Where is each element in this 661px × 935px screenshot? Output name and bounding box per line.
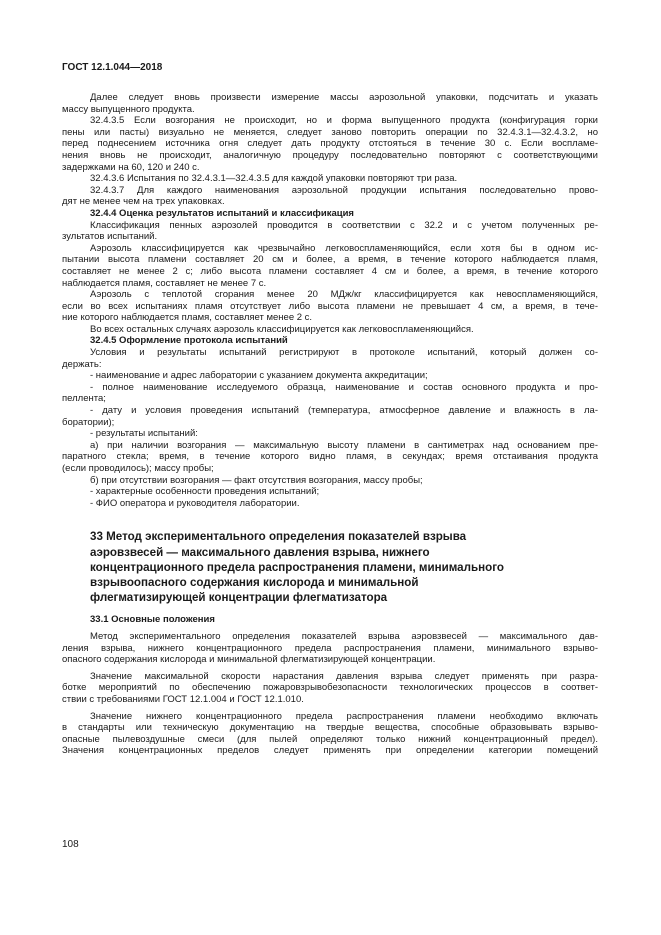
text-line: - наименование и адрес лаборатории с указанием документа аккредитации; bbox=[90, 370, 428, 382]
text-line: перед поднесением источника огня следует дать продукту отстояться в течение 30 с. Если воспламе- bbox=[62, 138, 598, 150]
list-item bbox=[62, 370, 598, 382]
text-line: Значения концентрационных пределов следует применять при определении категории помещений bbox=[62, 745, 598, 757]
text-line: опасного содержания кислорода и минимальной флегматизирующей концентрации. bbox=[62, 654, 436, 666]
text-line: Классификация пенных аэрозолей проводится в соответствии с 32.2 и с учетом полученных ре- bbox=[90, 219, 598, 231]
text-line: Условия и результаты испытаний регистрируют в протоколе испытаний, который должен со- bbox=[90, 347, 598, 359]
text-line: наблюдается пламя, составляет не менее 7 с. bbox=[62, 277, 267, 289]
text-line: ления взрыва, нижнего концентрационного предела распространения пламени, минимального взрыво- bbox=[62, 642, 598, 654]
paragraph-32-4-3-7 bbox=[62, 185, 598, 208]
text-line: пеллента; bbox=[62, 393, 106, 405]
page-body bbox=[62, 92, 598, 757]
text-line: опасные пылевоздушные смеси (для пылей определяют только нижний концентрационный предел). bbox=[62, 733, 598, 745]
paragraph-extremely-flammable bbox=[62, 243, 598, 289]
text-line: 32.4.3.7 Для каждого наименования аэрозольной продукции испытания последовательно прово- bbox=[90, 184, 598, 196]
text-line: ние которого наблюдается пламя, составляет менее 2 с. bbox=[62, 312, 313, 324]
text-line: ботке мероприятий по обеспечению пожаровзрывобезопасности технологических процессов в соответ- bbox=[62, 682, 598, 694]
list-item bbox=[62, 382, 598, 405]
paragraph-protocol bbox=[62, 347, 598, 370]
paragraph-flammable bbox=[62, 324, 598, 336]
text-line: 32.4.3.5 Если возгорания не происходит, но и форма выпущенного продукта (конфигурация горки bbox=[90, 115, 598, 127]
text-line: - характерные особенности проведения испытаний; bbox=[90, 486, 320, 498]
heading-line: концентрационного предела распространения пламени, минимального bbox=[90, 560, 504, 574]
paragraph-non-flammable bbox=[62, 289, 598, 324]
list-item bbox=[62, 440, 598, 475]
text-line: пытании высота пламени составляет 20 см и более, а время, в течение которого наблюдается пламя, bbox=[62, 254, 598, 266]
paragraph-33-method bbox=[62, 631, 598, 666]
standard-header: ГОСТ 12.1.044—2018 bbox=[62, 62, 163, 73]
list-item bbox=[62, 475, 598, 487]
text-line: - ФИО оператора и руководителя лаборатории. bbox=[90, 497, 300, 509]
page-number: 108 bbox=[62, 839, 79, 850]
heading-line: аэровзвесей — максимального давления взрыва, нижнего bbox=[90, 545, 430, 559]
text-line: дят не менее чем на трех упаковках. bbox=[62, 196, 225, 208]
paragraph-32-4-3-6 bbox=[62, 173, 598, 185]
text-line: б) при отсутствии возгорания — факт отсутствия возгорания, массу пробы; bbox=[90, 474, 423, 486]
text-line: составляет не менее 2 с; либо высота пламени составляет 4 см и более, а время, в течение которого bbox=[62, 265, 598, 277]
heading-32-4-5 bbox=[62, 335, 598, 347]
section-33-heading bbox=[90, 529, 598, 605]
text-line: Значение максимальной скорости нарастания давления взрыва следует применять при разра- bbox=[90, 670, 598, 682]
heading-line: флегматизирующей концентрации флегматизатора bbox=[90, 591, 388, 605]
text-line: паратного стекла; время, в течение которого видно пламя, в секундах; время отстаивания продукта bbox=[62, 451, 598, 463]
heading-32-4-4 bbox=[62, 208, 598, 220]
text-line: Аэрозоль с теплотой сгорания менее 20 МДж/кг классифицируется как невоспламеняющийся, bbox=[90, 289, 598, 301]
text-line: Во всех остальных случаях аэрозоль классифицируется как легковоспламеняющийся. bbox=[90, 323, 474, 335]
list-item bbox=[62, 405, 598, 428]
text-line: массу выпущенного продукта. bbox=[62, 103, 195, 115]
text-line: Далее следует вновь произвести измерение массы аэрозольной упаковки, подсчитать и указать bbox=[90, 92, 598, 103]
text-line: - результаты испытаний: bbox=[90, 428, 198, 440]
list-item bbox=[62, 498, 598, 510]
heading-line: взрывоопасного содержания кислорода и минимальной bbox=[90, 575, 419, 589]
text-line: пены или пасты) визуально не меняется, следует заново повторить операции по 32.4.3.1—32.4.3.2, но bbox=[62, 126, 598, 138]
text-line: задержками на 60, 120 и 240 с. bbox=[62, 161, 200, 173]
paragraph-33-pressure-rate bbox=[62, 671, 598, 706]
list-item bbox=[62, 486, 598, 498]
paragraph-classification bbox=[62, 220, 598, 243]
text-line: - дату и условия проведения испытаний (температура, атмосферное давление и влажность в ла- bbox=[90, 405, 598, 417]
text-line: Значение нижнего концентрационного предела распространения пламени необходимо включать bbox=[90, 710, 598, 722]
text-line: Аэрозоль классифицируется как чрезвычайно легковоспламеняющийся, если хотя бы в одном ис- bbox=[90, 242, 598, 254]
text-line: боратории); bbox=[62, 416, 115, 428]
paragraph-33-lower-limit bbox=[62, 711, 598, 757]
text-line: (если проводилось); массу пробы; bbox=[62, 463, 214, 474]
section-heading: 32.4.5 Оформление протокола испытаний bbox=[90, 335, 288, 347]
paragraph-aerosol-mass bbox=[62, 92, 598, 115]
text-line: а) при наличии возгорания — максимальную высоту пламени в сантиметрах над основанием пре- bbox=[90, 439, 598, 451]
list-item bbox=[62, 428, 598, 440]
text-line: в стандарты или техническую документацию на твердые вещества, способные образовывать взрыво- bbox=[62, 722, 598, 734]
text-line: ствии с требованиями ГОСТ 12.1.004 и ГОСТ 12.1.010. bbox=[62, 693, 304, 705]
text-line: Метод экспериментального определения показателей взрыва аэровзвесей — максимального дав- bbox=[90, 630, 598, 642]
heading-line: 33 Метод экспериментального определения показателей взрыва bbox=[90, 530, 467, 544]
text-line: нения вновь не происходит, аналогичную процедуру последовательно повторяют с соответствующими bbox=[62, 149, 598, 161]
paragraph-32-4-3-5 bbox=[62, 115, 598, 173]
subsection-33-1-heading: 33.1 Основные положения bbox=[90, 614, 215, 626]
text-line: зультатов испытаний. bbox=[62, 231, 158, 243]
text-line: - полное наименование исследуемого образца, наименование и состав основного продукта и про- bbox=[90, 381, 598, 393]
text-line: 32.4.3.6 Испытания по 32.4.3.1—32.4.3.5 для каждой упаковки повторяют три раза. bbox=[90, 173, 458, 185]
text-line: держать: bbox=[62, 358, 102, 370]
section-heading: 32.4.4 Оценка результатов испытаний и классификация bbox=[90, 207, 354, 219]
text-line: если во всех испытаниях пламя отсутствует либо высота пламени не превышает 4 см, а время, в тече- bbox=[62, 300, 598, 312]
